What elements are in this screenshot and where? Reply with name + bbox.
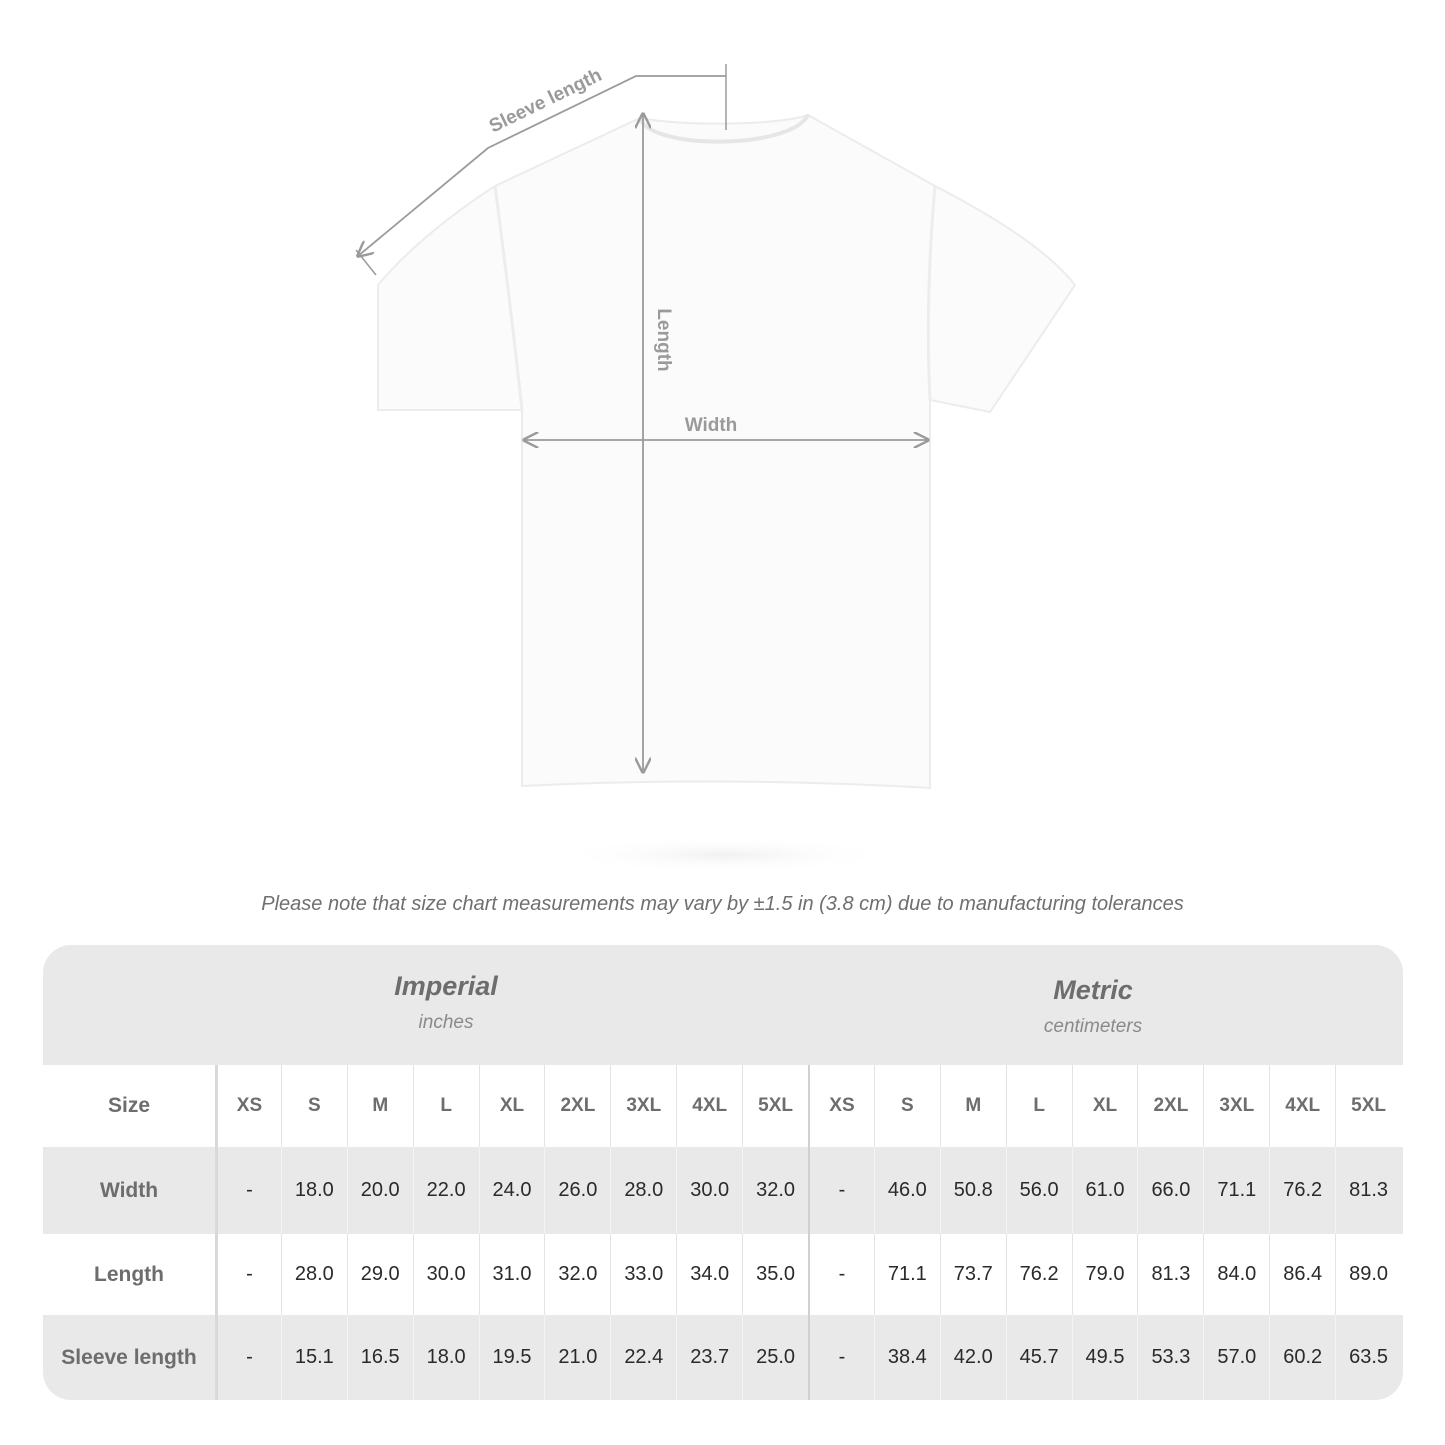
table-cell: 76.2: [1006, 1234, 1072, 1315]
imperial-title: Imperial: [394, 971, 498, 1001]
table-cell: 71.1: [874, 1234, 940, 1315]
imperial-header: [216, 971, 676, 1034]
sleeve-length-label: Sleeve length: [485, 64, 606, 138]
row-label: Length: [94, 1262, 164, 1286]
table-cell: 25.0: [742, 1315, 808, 1400]
table-cell: -: [215, 1315, 281, 1400]
table-cell: 18.0: [413, 1315, 479, 1400]
table-cell: 30.0: [413, 1234, 479, 1315]
table-cell: 30.0: [676, 1147, 742, 1234]
table-cell: 60.2: [1269, 1315, 1335, 1400]
table-cell: 73.7: [940, 1234, 1006, 1315]
metric-size-s: S: [874, 1065, 940, 1147]
table-cell: 53.3: [1137, 1315, 1203, 1400]
width-label: Width: [684, 415, 738, 436]
table-cell: 84.0: [1203, 1234, 1269, 1315]
table-cell: 86.4: [1269, 1234, 1335, 1315]
imperial-size-l: L: [413, 1065, 479, 1147]
table-cell: 89.0: [1335, 1234, 1401, 1315]
table-cell: 46.0: [874, 1147, 940, 1234]
metric-size-2xl: 2XL: [1137, 1065, 1203, 1147]
imperial-size-s: S: [281, 1065, 347, 1147]
metric-size-4xl: 4XL: [1269, 1065, 1335, 1147]
imperial-size-xl: XL: [479, 1065, 545, 1147]
table-cell: 61.0: [1072, 1147, 1138, 1234]
metric-size-xs: XS: [808, 1065, 874, 1147]
table-cell: 81.3: [1335, 1147, 1401, 1234]
metric-unit: centimeters: [1043, 1016, 1143, 1037]
size-chart-table: [43, 945, 1403, 1400]
table-cell: 71.1: [1203, 1147, 1269, 1234]
imperial-size-4xl: 4XL: [676, 1065, 742, 1147]
tolerance-note: Please note that size chart measurements may vary by ±1.5 in (3.8 cm) due to manufacturing tolerances: [261, 893, 1184, 915]
table-cell: 28.0: [281, 1234, 347, 1315]
shirt-shadow: [555, 837, 895, 873]
metric-title: Metric: [1053, 975, 1133, 1005]
table-cell: 20.0: [347, 1147, 413, 1234]
metric-header: [863, 975, 1323, 1038]
table-cell: 15.1: [281, 1315, 347, 1400]
imperial-size-2xl: 2XL: [544, 1065, 610, 1147]
table-cell: 56.0: [1006, 1147, 1072, 1234]
table-row-width: [43, 1147, 1403, 1234]
table-cell: 31.0: [479, 1234, 545, 1315]
table-cell: 63.5: [1335, 1315, 1401, 1400]
imperial-size-5xl: 5XL: [742, 1065, 808, 1147]
table-cell: 23.7: [676, 1315, 742, 1400]
table-cell: 34.0: [676, 1234, 742, 1315]
table-cell: 76.2: [1269, 1147, 1335, 1234]
table-cell: 49.5: [1072, 1315, 1138, 1400]
table-cell: -: [808, 1234, 874, 1315]
metric-size-xl: XL: [1072, 1065, 1138, 1147]
imperial-size-m: M: [347, 1065, 413, 1147]
metric-size-m: M: [940, 1065, 1006, 1147]
imperial-unit: inches: [418, 1012, 474, 1033]
table-cell: 32.0: [544, 1234, 610, 1315]
imperial-size-3xl: 3XL: [610, 1065, 676, 1147]
table-cell: 22.0: [413, 1147, 479, 1234]
table-cell: 57.0: [1203, 1315, 1269, 1400]
table-cell: 16.5: [347, 1315, 413, 1400]
size-label: Size: [107, 1094, 151, 1117]
metric-size-l: L: [1006, 1065, 1072, 1147]
row-label: Width: [99, 1178, 159, 1202]
table-cell: -: [215, 1147, 281, 1234]
table-cell: 35.0: [742, 1234, 808, 1315]
table-cell: 38.4: [874, 1315, 940, 1400]
table-cell: 24.0: [479, 1147, 545, 1234]
table-cell: -: [808, 1315, 874, 1400]
table-cell: 32.0: [742, 1147, 808, 1234]
table-cell: 26.0: [544, 1147, 610, 1234]
table-cell: 50.8: [940, 1147, 1006, 1234]
row-label: Sleeve length: [61, 1345, 197, 1369]
table-cell: 81.3: [1137, 1234, 1203, 1315]
table-cell: 18.0: [281, 1147, 347, 1234]
table-cell: 29.0: [347, 1234, 413, 1315]
table-cell: 21.0: [544, 1315, 610, 1400]
table-cell: -: [808, 1147, 874, 1234]
table-cell: 66.0: [1137, 1147, 1203, 1234]
table-cell: 79.0: [1072, 1234, 1138, 1315]
table-cell: 22.4: [610, 1315, 676, 1400]
table-row-length: [43, 1234, 1403, 1315]
table-cell: 45.7: [1006, 1315, 1072, 1400]
table-cell: 19.5: [479, 1315, 545, 1400]
table-cell: -: [215, 1234, 281, 1315]
imperial-size-xs: XS: [215, 1065, 281, 1147]
metric-size-5xl: 5XL: [1335, 1065, 1401, 1147]
tshirt-image: [378, 115, 1075, 788]
length-label: Length: [653, 308, 674, 372]
sleeve-length-left-tick: [356, 250, 376, 275]
table-row-sleeve-length: [43, 1315, 1403, 1400]
size-header-row: [43, 1065, 1403, 1147]
table-cell: 42.0: [940, 1315, 1006, 1400]
table-cell: 28.0: [610, 1147, 676, 1234]
table-cell: 33.0: [610, 1234, 676, 1315]
metric-size-3xl: 3XL: [1203, 1065, 1269, 1147]
